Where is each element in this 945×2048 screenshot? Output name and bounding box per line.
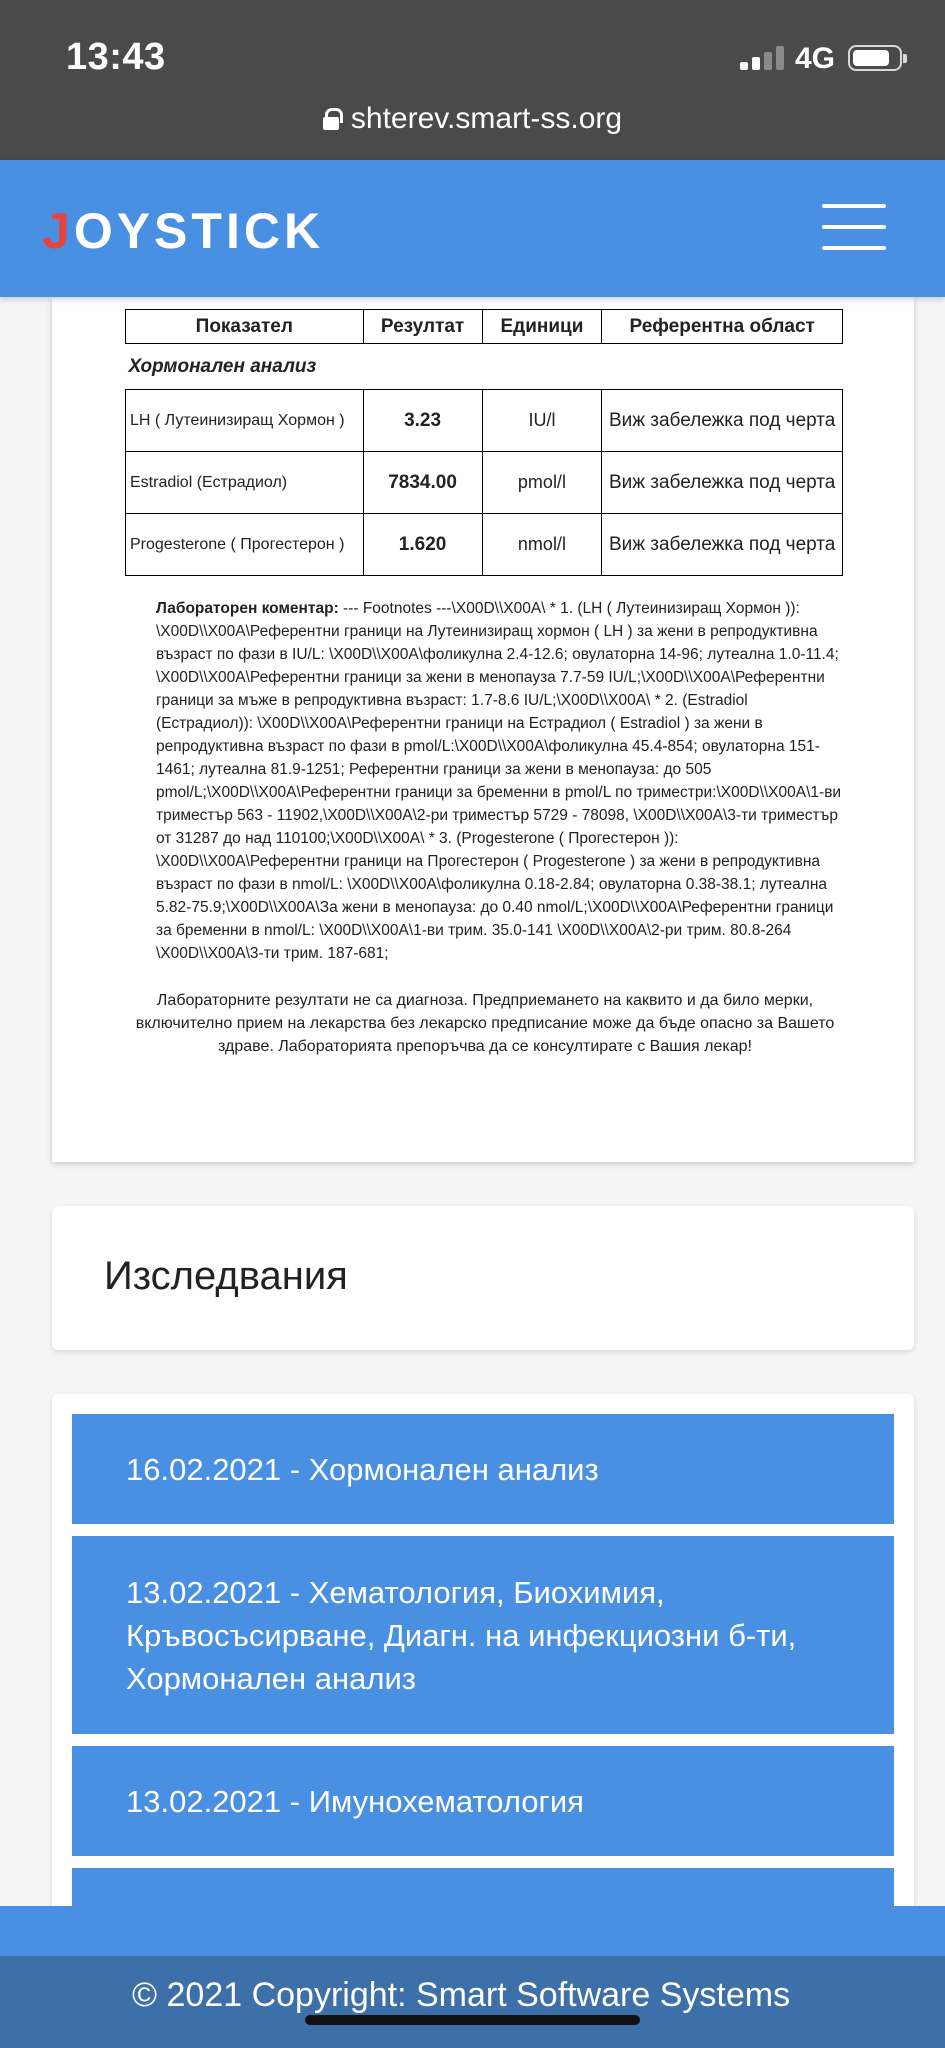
copyright-text: © 2021 Copyright: Smart Software Systems	[132, 1976, 791, 2014]
table-row	[126, 514, 843, 576]
unit: nmol/l	[482, 514, 602, 576]
reference-range: Виж забележка под черта	[602, 390, 843, 452]
disclaimer: Лабораторните резултати не са диагноза. Предприемането на каквито и да било мерки, включително прием на лекарства без лекарско предписание може да бъде опасно за Вашето здраве. Лабораторията препоръчва да се консултирате с Вашия лекар!	[135, 992, 835, 1055]
brand-rest: OYSTICK	[73, 203, 325, 259]
header-result: Резултат	[363, 310, 482, 344]
results-header-row	[126, 310, 843, 344]
result-value: 3.23	[363, 390, 482, 452]
results-table	[125, 309, 843, 576]
report-card	[52, 297, 914, 1162]
network-type: 4G	[795, 42, 836, 75]
parameter-name: Estradiol (Естрадиол)	[126, 452, 364, 514]
reference-range: Виж забележка под черта	[602, 514, 843, 576]
brand-logo[interactable]	[42, 202, 324, 260]
status-time: 13:43	[66, 36, 166, 78]
table-row	[126, 390, 843, 452]
battery-icon	[848, 45, 902, 71]
study-item[interactable]: 16.02.2021 - Хормонален анализ	[72, 1414, 894, 1524]
signal-strength-icon	[740, 46, 786, 70]
address-bar[interactable]	[0, 100, 945, 160]
home-indicator[interactable]	[305, 2015, 640, 2025]
study-item[interactable]: 13.02.2021 - Хематология, Биохимия, Кръвосъсирване, Диагн. на инфекциозни б-ти, Хормонален анализ	[72, 1536, 894, 1734]
lab-comment-text: --- Footnotes ---\X00D\\X00A\ * 1. (LH ( Лутеинизиращ Хормон )): \X00D\\X00A\Референтни граници на Лутеинизиращ хормон ( LH ) за жени в репродуктивна възраст по фази в IU/L: \X00D\\X00A\фоликулна 2.4-12.6; овулаторна 14-96; лутеална 1.0-11.4; \X00D\\X00A\Референтни граници за жени в менопауза 7.7-59 IU/L;\X00D\\X00A\Референтни граници за мъже в репродуктивна възраст: 1.7-8.6 IU/L;\X00D\\X00A\ * 2. (Estradiol (Естрадиол)): \X00D\\X00A\Референтни граници на Естрадиол ( Estradiol ) за жени в репродуктивна възраст по фази в pmol/L:\X00D\\X00A\фоликулна 45.4-854; овулаторна 151-1461; лутеална 81.9-1251; Референтни граници за жени в менопауза: до 505 pmol/L;\X00D\\X00A\Референтни граници за бременни в pmol/L по триместри:\X00D\\X00A\1-ви триместър 563 - 11902,\X00D\\X00A\2-ри триместър 5729 - 78098, \X00D\\X00A\3-ти триместър от 31287 до над 110100;\X00D\\X00A\ * 3. (Progesterone ( Прогестерон )): \X00D\\X00A\Референтни граници на Прогестерон ( Progesterone ) за жени в репродуктивна възраст по фази в nmol/L: \X00D\\X00A\фоликулна 0.18-2.84; овулаторна 0.38-38.1; лутеална 5.82-75.9;\X00D\\X00A\За жени в менопауза: до 0.40 nmol/L;\X00D\\X00A\Референтни граници за бременни в nmol/L: \X00D\\X00A\1-ви трим. 35.0-141 \X00D\\X00A\2-ри трим. 80.8-264 \X00D\\X00A\3-ти трим. 187-681;	[156, 600, 842, 962]
hamburger-menu-icon[interactable]	[822, 204, 886, 250]
lab-comment-label: Лабораторен коментар:	[156, 600, 339, 617]
footer	[0, 1956, 945, 2048]
header-parameter: Показател	[126, 310, 364, 344]
unit: IU/l	[482, 390, 602, 452]
url-text[interactable]: shterev.smart-ss.org	[350, 102, 623, 135]
reference-range: Виж забележка под черта	[602, 452, 843, 514]
navbar	[0, 160, 945, 297]
unit: pmol/l	[482, 452, 602, 514]
lab-comment	[156, 597, 846, 965]
result-value: 1.620	[363, 514, 482, 576]
parameter-name: Progesterone ( Прогестерон )	[126, 514, 364, 576]
studies-title: Изследвания	[104, 1254, 348, 1298]
header-reference-range: Референтна област	[602, 310, 843, 344]
status-bar	[0, 0, 945, 100]
result-value: 7834.00	[363, 452, 482, 514]
studies-card	[52, 1206, 914, 1350]
parameter-name: LH ( Лутеинизиращ Хормон )	[126, 390, 364, 452]
brand-first-letter: J	[42, 203, 74, 259]
section-title: Хормонален анализ	[126, 344, 843, 390]
header-units: Единици	[482, 310, 602, 344]
lock-icon	[323, 108, 339, 130]
table-row	[126, 452, 843, 514]
footer-strip	[0, 1906, 945, 1956]
section-row	[126, 344, 843, 390]
study-item[interactable]: 13.02.2021 - Имунохематология	[72, 1746, 894, 1856]
